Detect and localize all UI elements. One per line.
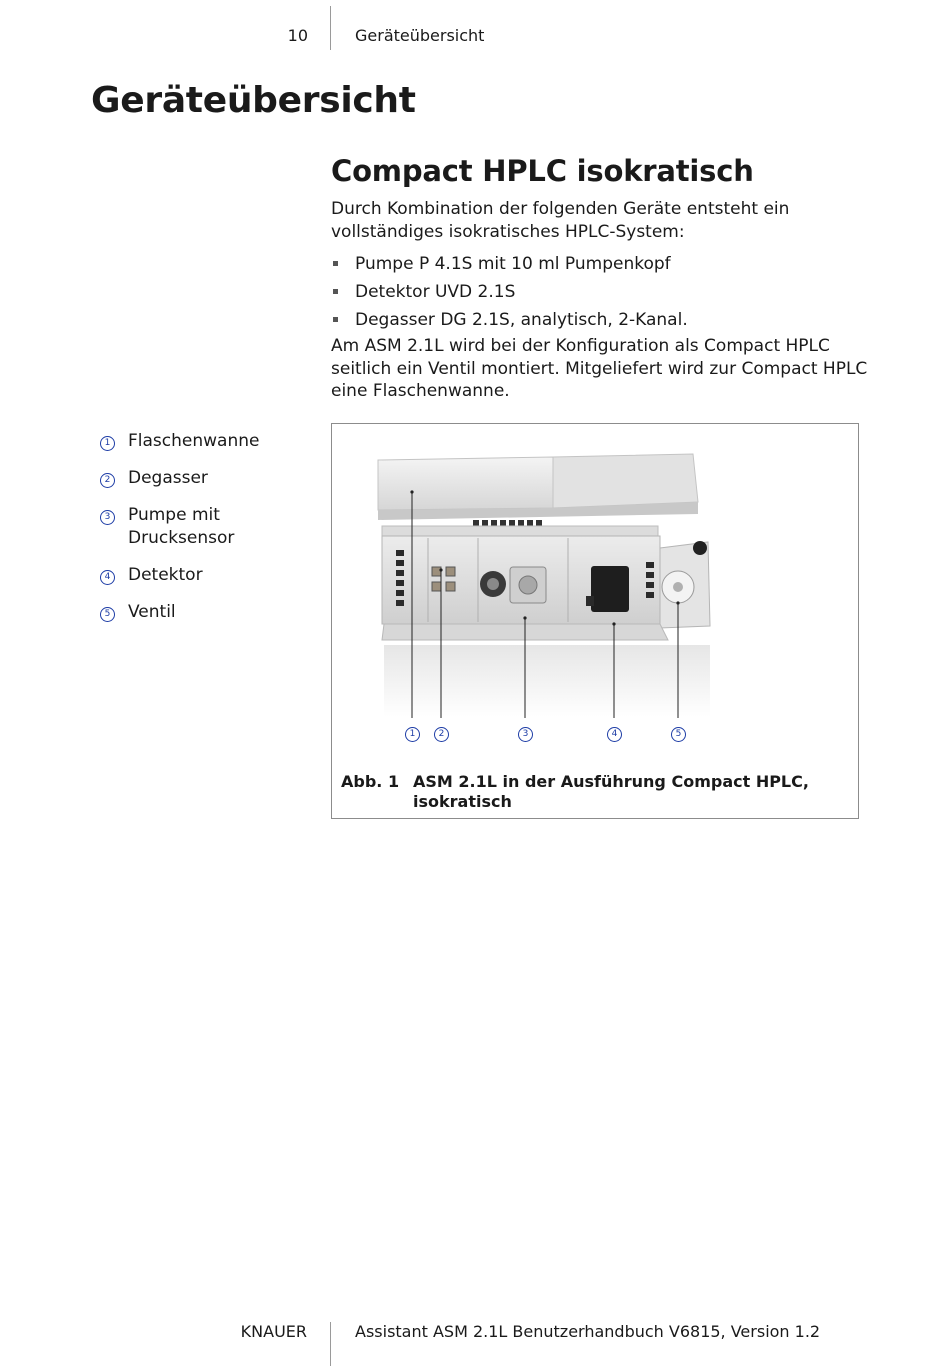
header-divider [330,6,331,50]
list-item-text: Detektor UVD 2.1S [355,282,516,302]
legend-label: Pumpe mit Drucksensor [128,505,235,548]
page-number: 10 [287,26,308,45]
legend-item [98,467,308,490]
list-item [331,250,871,278]
callout-2: 2 [434,727,449,742]
legend-item [98,601,308,624]
figure-legend [98,430,308,638]
legend-item [98,504,308,550]
intro-paragraph: Durch Kombination der folgenden Geräte entsteht ein vollständiges isokratisches HPLC-System: [331,199,790,242]
callout-4: 4 [607,727,622,742]
device-list [331,250,871,334]
callout-5: 5 [671,727,686,742]
circled-number-icon: 5 [100,607,115,622]
callout-3: 3 [518,727,533,742]
legend-label: Detektor [128,565,203,585]
figure-caption-label: Abb. 1 [341,772,400,791]
footer-divider [330,1322,331,1366]
circled-number-icon: 3 [100,510,115,525]
bullet-square-icon [333,317,338,322]
bullet-square-icon [333,261,338,266]
chapter-title: Geräteübersicht [91,80,416,121]
circled-number-icon: 4 [100,570,115,585]
legend-label: Degasser [128,468,208,488]
configuration-paragraph: Am ASM 2.1L wird bei der Konfiguration als Compact HPLC seitlich ein Ventil montiert. Mitgeliefert wird zur Compact HPLC eine Flaschenwanne. [331,336,868,401]
callout-1: 1 [405,727,420,742]
circled-number-icon: 2 [100,473,115,488]
circled-number-icon: 1 [100,436,115,451]
section-title: Compact HPLC isokratisch [331,154,754,188]
list-item [331,306,871,334]
legend-item [98,430,308,453]
list-item-text: Pumpe P 4.1S mit 10 ml Pumpenkopf [355,254,671,274]
footer-document-title: Assistant ASM 2.1L Benutzerhandbuch V6815, Version 1.2 [355,1322,821,1341]
legend-label: Ventil [128,602,176,622]
figure-caption-text: ASM 2.1L in der Ausführung Compact HPLC, isokratisch [413,772,809,811]
legend-label: Flaschenwanne [128,431,260,451]
list-item [331,278,871,306]
list-item-text: Degasser DG 2.1S, analytisch, 2-Kanal. [355,310,688,330]
running-header-title: Geräteübersicht [355,26,485,45]
device-photo [368,450,718,730]
bullet-square-icon [333,289,338,294]
footer-brand: KNAUER [240,1322,307,1341]
legend-item [98,564,308,587]
